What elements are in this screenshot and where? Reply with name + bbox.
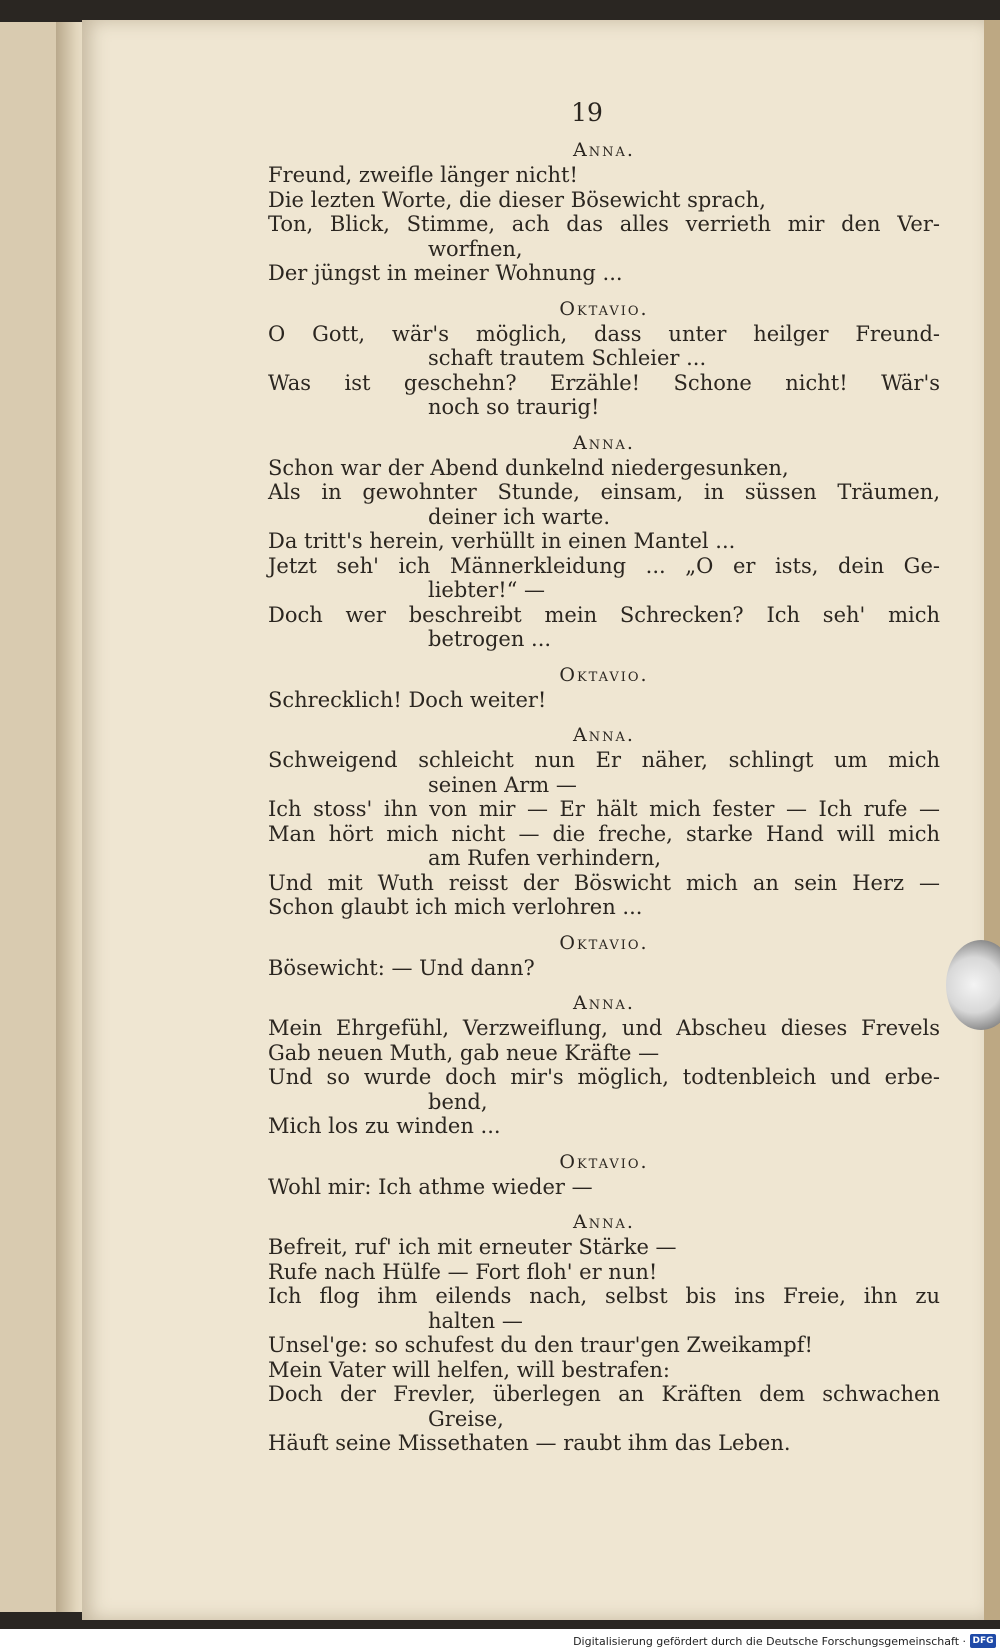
speaker-name: Anna. <box>573 431 635 454</box>
verse-line: Mich los zu winden ... <box>268 1114 501 1138</box>
verse-line: Bösewicht: — Und dann? <box>268 955 535 980</box>
verse-line: Schweigend schleicht nun Er näher, schlingt um mich <box>268 748 940 772</box>
verse-line: Die lezten Worte, die dieser Bösewicht sprach, <box>268 187 766 212</box>
verse-line: bend, <box>428 1089 488 1114</box>
speaker-name: Anna. <box>573 139 635 161</box>
verse-line: Und mit Wuth reisst der Böswicht mich an sein Herz — <box>268 870 940 895</box>
verse-line: O Gott, wär's möglich, dass unter heilger Freund- <box>268 321 940 346</box>
verse-line: Schon glaubt ich mich verlohren ... <box>268 895 643 919</box>
verse-line: Mein Vater will helfen, will bestrafen: <box>268 1357 670 1382</box>
verse-line: Ich stoss' ihn von mir — Er hält mich fester — Ich rufe — <box>268 797 940 821</box>
verse-line: Gab neuen Muth, gab neue Kräfte — <box>268 1040 660 1065</box>
verse-line: Wohl mir: Ich athme wieder — <box>268 1174 593 1199</box>
verse-line: Freund, zweifle länger nicht! <box>268 163 578 187</box>
verse-line: Was ist geschehn? Erzähle! Schone nicht! Wär's <box>268 370 940 395</box>
dfg-logo: DFG <box>970 1634 996 1648</box>
verse-line: Schrecklich! Doch weiter! <box>268 687 547 712</box>
page-edge <box>984 20 1000 1620</box>
verse-line: liebter!“ — <box>428 578 546 602</box>
footer-credit: Digitalisierung gefördert durch die Deutsche Forschungsgemeinschaft · <box>573 1635 966 1648</box>
verse-line: Unsel'ge: so schufest du den traur'gen Zweikampf! <box>268 1333 813 1357</box>
speaker-name: Oktavio. <box>559 931 649 954</box>
page-text <box>268 98 940 1456</box>
verse-line: Häuft seine Missethaten — raubt ihm das Leben. <box>268 1431 791 1455</box>
verse-line: noch so traurig! <box>428 395 600 419</box>
verse-line: Mein Ehrgefühl, Verzweiflung, und Abscheu dieses Frevels <box>268 1016 940 1040</box>
verse-line: Da tritt's herein, verhüllt in einen Mantel ... <box>268 529 736 553</box>
verse-line: Ich flog ihm eilends nach, selbst bis ins Freie, ihn zu <box>268 1284 940 1308</box>
speaker-name: Oktavio. <box>559 1150 649 1173</box>
speaker-name: Anna. <box>573 724 635 746</box>
verse-line: deiner ich warte. <box>428 504 611 529</box>
page-number: 19 <box>571 98 603 127</box>
verse-line: schaft trautem Schleier ... <box>428 346 707 370</box>
dialogue <box>268 139 940 1456</box>
verse-line: Schon war der Abend dunkelnd niedergesunken, <box>268 455 789 480</box>
verse-line: Doch wer beschreibt mein Schrecken? Ich seh' mich <box>268 602 940 627</box>
verse-line: am Rufen verhindern, <box>428 846 662 870</box>
verse-line: worfnen, <box>428 236 523 261</box>
verse-line: Befreit, ruf' ich mit erneuter Stärke — <box>268 1235 677 1259</box>
verse-line: halten — <box>428 1308 523 1333</box>
verse-line: Jetzt seh' ich Männerkleidung ... „O er ists, dein Ge- <box>268 553 940 578</box>
speaker-name: Anna. <box>573 1211 635 1233</box>
verse-line: Als in gewohnter Stunde, einsam, in süssen Träumen, <box>268 480 940 504</box>
verse-line: betrogen ... <box>428 627 552 651</box>
speaker-name: Oktavio. <box>559 663 649 686</box>
footer-bar <box>0 1629 1000 1651</box>
verse-line: Der jüngst in meiner Wohnung ... <box>268 261 623 285</box>
verse-line: Man hört mich nicht — die freche, starke Hand will mich <box>268 821 940 846</box>
verse-line: seinen Arm — <box>428 772 577 797</box>
verse-line: Doch der Frevler, überlegen an Kräften dem schwachen <box>268 1382 940 1406</box>
verse-line: Greise, <box>428 1406 504 1431</box>
verse-line: Und so wurde doch mir's möglich, todtenbleich und erbe- <box>268 1065 940 1089</box>
verse-line: Rufe nach Hülfe — Fort floh' er nun! <box>268 1259 658 1284</box>
verse-line: Ton, Blick, Stimme, ach das alles verrieth mir den Ver- <box>268 212 940 236</box>
speaker-name: Oktavio. <box>559 297 649 320</box>
speaker-name: Anna. <box>573 992 635 1014</box>
